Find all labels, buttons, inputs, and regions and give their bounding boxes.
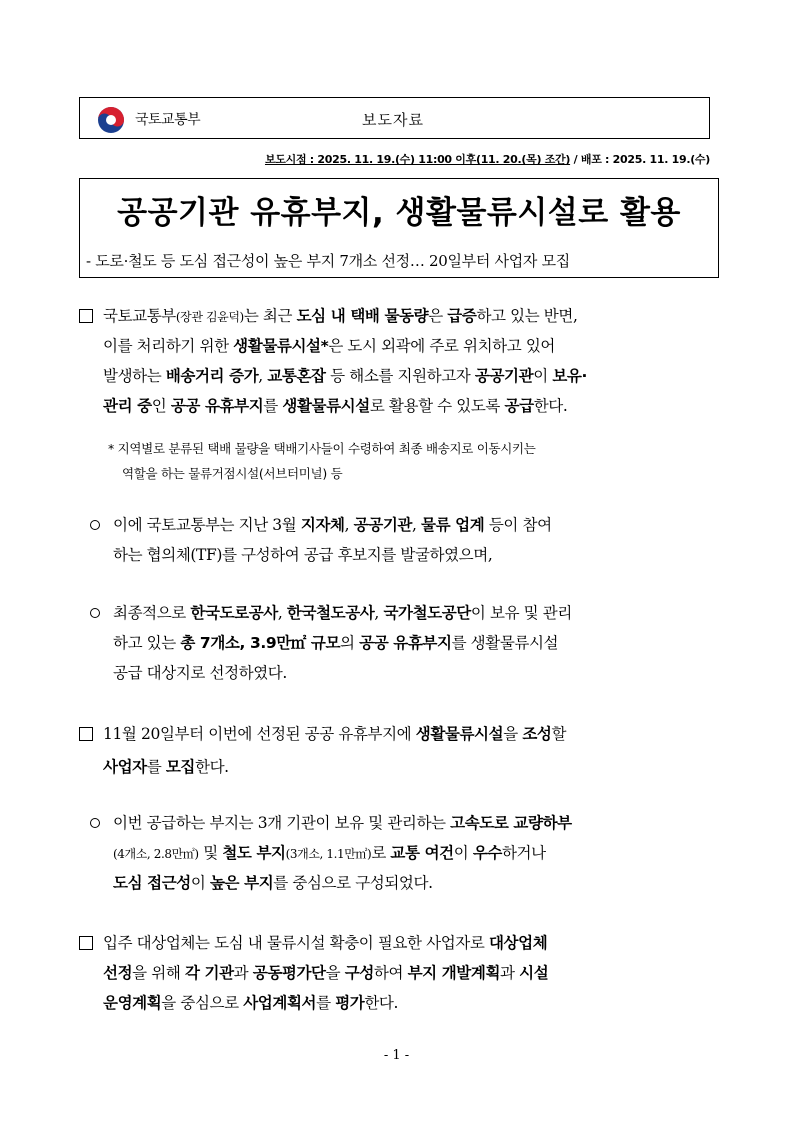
text: 이 bbox=[533, 367, 553, 385]
s3-line3 bbox=[103, 988, 398, 1018]
bold-text: 사업자 bbox=[103, 758, 147, 776]
text: 은 도시 외곽에 주로 위치하고 있어 bbox=[328, 337, 555, 355]
bold-text: 선정 bbox=[103, 964, 133, 982]
s1-line1 bbox=[103, 301, 577, 332]
text: 하고 있는 반면, bbox=[476, 307, 578, 325]
text: 이번 공급하는 부지는 3개 기관이 보유 및 관리하는 bbox=[113, 814, 451, 832]
b2-line1 bbox=[113, 598, 572, 628]
text: 국토교통부 bbox=[103, 307, 176, 325]
text: 를 bbox=[263, 397, 283, 415]
b1-line2: 하는 협의체(TF)를 구성하여 공급 후보지를 발굴하였으며, bbox=[113, 546, 493, 564]
text: 할 bbox=[551, 725, 567, 743]
text: 이 bbox=[190, 874, 210, 892]
bold-text: 한국철도공사 bbox=[286, 604, 375, 622]
text: , bbox=[277, 604, 287, 622]
text: 을 위해 bbox=[132, 964, 185, 982]
bold-text: 도심 내 택배 물동량 bbox=[296, 307, 429, 325]
text: 한다. bbox=[195, 758, 229, 776]
distribution-date: / 배포 : 2025. 11. 19.(수) bbox=[570, 153, 710, 166]
b2-line3: 공급 대상지로 선정하였다. bbox=[113, 664, 287, 682]
text: 11월 20일부터 이번에 선정된 공공 유휴부지에 bbox=[103, 725, 416, 743]
header-box bbox=[79, 97, 710, 139]
bold-text: 공급 bbox=[504, 397, 534, 415]
bold-text: 생활물류시설* bbox=[233, 337, 329, 355]
text: 를 bbox=[316, 994, 336, 1012]
s3-line2 bbox=[103, 958, 548, 988]
text: (4개소, 2.8만㎡) bbox=[113, 847, 199, 861]
bold-text: 생활물류시설 bbox=[415, 725, 504, 743]
text: 를 생활물류시설 bbox=[451, 634, 559, 652]
bold-text: 고속도로 교량하부 bbox=[450, 814, 572, 832]
text: 은 bbox=[428, 307, 448, 325]
bold-text: 평가 bbox=[335, 994, 365, 1012]
bold-text: 시설 bbox=[519, 964, 549, 982]
text: 과 bbox=[500, 964, 520, 982]
text: 를 bbox=[146, 758, 166, 776]
bold-text: 배송거리 증가 bbox=[165, 367, 259, 385]
b2-line2 bbox=[113, 628, 558, 658]
bold-text: 공동평가단 bbox=[252, 964, 326, 982]
page-number: - 1 - bbox=[383, 1048, 410, 1063]
bold-text: 대상업체 bbox=[488, 934, 548, 952]
bold-text: 공공 유휴부지 bbox=[170, 397, 264, 415]
text: 로 bbox=[371, 844, 391, 862]
bold-text: 공공기관 bbox=[353, 516, 412, 534]
text: 을 bbox=[503, 725, 523, 743]
footnote-line2: 역할을 하는 물류거점시설(서브터미널) 등 bbox=[122, 466, 343, 481]
text: 발생하는 bbox=[103, 367, 166, 385]
text: 이에 국토교통부는 지난 3월 bbox=[113, 516, 301, 534]
title-box bbox=[79, 178, 719, 278]
text: , bbox=[258, 367, 268, 385]
bold-text: 각 기관 bbox=[184, 964, 234, 982]
bold-text: 생활물류시설 bbox=[282, 397, 370, 415]
text: 과 bbox=[233, 964, 253, 982]
section-bullet-square bbox=[79, 936, 93, 950]
org-name: 국토교통부 bbox=[135, 112, 201, 128]
text: 이를 처리하기 위한 bbox=[103, 337, 234, 355]
s2-line2 bbox=[103, 752, 229, 782]
text: 한다. bbox=[364, 994, 399, 1012]
b3-line1 bbox=[113, 808, 572, 838]
bold-text: 국가철도공단 bbox=[383, 604, 471, 622]
b3-line3 bbox=[113, 868, 433, 898]
s2-line1 bbox=[103, 719, 566, 749]
text: (3개소, 1.1만㎡) bbox=[285, 847, 372, 861]
text: 하여 bbox=[373, 964, 408, 982]
release-info bbox=[218, 151, 710, 167]
bold-text: 보유· bbox=[552, 367, 587, 385]
page-subtitle: - 도로·철도 등 도심 접근성이 높은 부지 7개소 선정… 20일부터 사업자 모집 bbox=[86, 252, 570, 270]
s1-line4 bbox=[103, 391, 567, 421]
bold-text: 관리 중 bbox=[103, 397, 152, 415]
s3-line1 bbox=[103, 928, 547, 958]
s1-line3 bbox=[103, 361, 587, 391]
text: (장관 김윤덕) bbox=[175, 310, 244, 324]
bold-text: 모집 bbox=[165, 758, 195, 776]
bullet-circle bbox=[90, 818, 100, 828]
text: 인 bbox=[151, 397, 171, 415]
bold-text: 사업계획서 bbox=[243, 994, 317, 1012]
bold-text: 공공기관 bbox=[474, 367, 534, 385]
footnote-line1: * 지역별로 분류된 택배 물량을 택배기사들이 수령하여 최종 배송지로 이동시키는 bbox=[108, 441, 536, 456]
text: , bbox=[344, 516, 354, 534]
s1-line2 bbox=[103, 331, 555, 361]
bold-text: 도심 접근성 bbox=[113, 874, 191, 892]
doc-type: 보도자료 bbox=[362, 111, 424, 129]
section-bullet-square bbox=[79, 309, 93, 323]
bold-text: 한국도로공사 bbox=[190, 604, 278, 622]
text: 이 bbox=[453, 844, 473, 862]
text: 및 bbox=[198, 844, 223, 862]
bullet-circle bbox=[90, 608, 100, 618]
bold-text: 물류 업계 bbox=[421, 516, 485, 534]
text: 입주 대상업체는 도심 내 물류시설 확충이 필요한 사업자로 bbox=[103, 934, 489, 952]
text: 최종적으로 bbox=[113, 604, 191, 622]
text: 로 활용할 수 있도록 bbox=[369, 397, 505, 415]
text: , bbox=[374, 604, 384, 622]
section-bullet-square bbox=[79, 727, 93, 741]
text: 는 최근 bbox=[243, 307, 297, 325]
text: 을 bbox=[325, 964, 345, 982]
bold-text: 교통혼잡 bbox=[267, 367, 326, 385]
bold-text: 지자체 bbox=[300, 516, 345, 534]
release-time: 보도시점 : 2025. 11. 19.(수) 11:00 이후(11. 20.(목) 조간) bbox=[264, 153, 571, 166]
bold-text: 조성 bbox=[522, 725, 552, 743]
bold-text: 교통 여건 bbox=[390, 844, 454, 862]
bold-text: 총 7개소, 3.9만㎡ 규모 bbox=[180, 634, 341, 652]
bullet-circle bbox=[90, 520, 100, 530]
bold-text: 부지 개발계획 bbox=[407, 964, 501, 982]
text: 하거나 bbox=[501, 844, 546, 862]
text: 을 중심으로 bbox=[161, 994, 244, 1012]
text: 등 해소를 지원하고자 bbox=[325, 367, 475, 385]
page-title: 공공기관 유휴부지, 생활물류시설로 활용 bbox=[117, 195, 681, 231]
bold-text: 운영계획 bbox=[103, 994, 162, 1012]
bold-text: 철도 부지 bbox=[222, 844, 286, 862]
bold-text: 높은 부지 bbox=[209, 874, 274, 892]
text: 등이 참여 bbox=[484, 516, 552, 534]
bold-text: 공공 유휴부지 bbox=[359, 634, 452, 652]
text: 하고 있는 bbox=[113, 634, 181, 652]
text: 를 중심으로 구성되었다. bbox=[273, 874, 433, 892]
bold-text: 구성 bbox=[344, 964, 374, 982]
text: , bbox=[411, 516, 422, 534]
ministry-logo-icon bbox=[96, 105, 126, 135]
b3-line2 bbox=[113, 838, 546, 869]
text: 이 보유 및 관리 bbox=[470, 604, 572, 622]
b1-line1 bbox=[113, 510, 552, 540]
bold-text: 우수 bbox=[472, 844, 502, 862]
bold-text: 급증 bbox=[447, 307, 477, 325]
text: 한다. bbox=[533, 397, 568, 415]
text: 의 bbox=[340, 634, 360, 652]
